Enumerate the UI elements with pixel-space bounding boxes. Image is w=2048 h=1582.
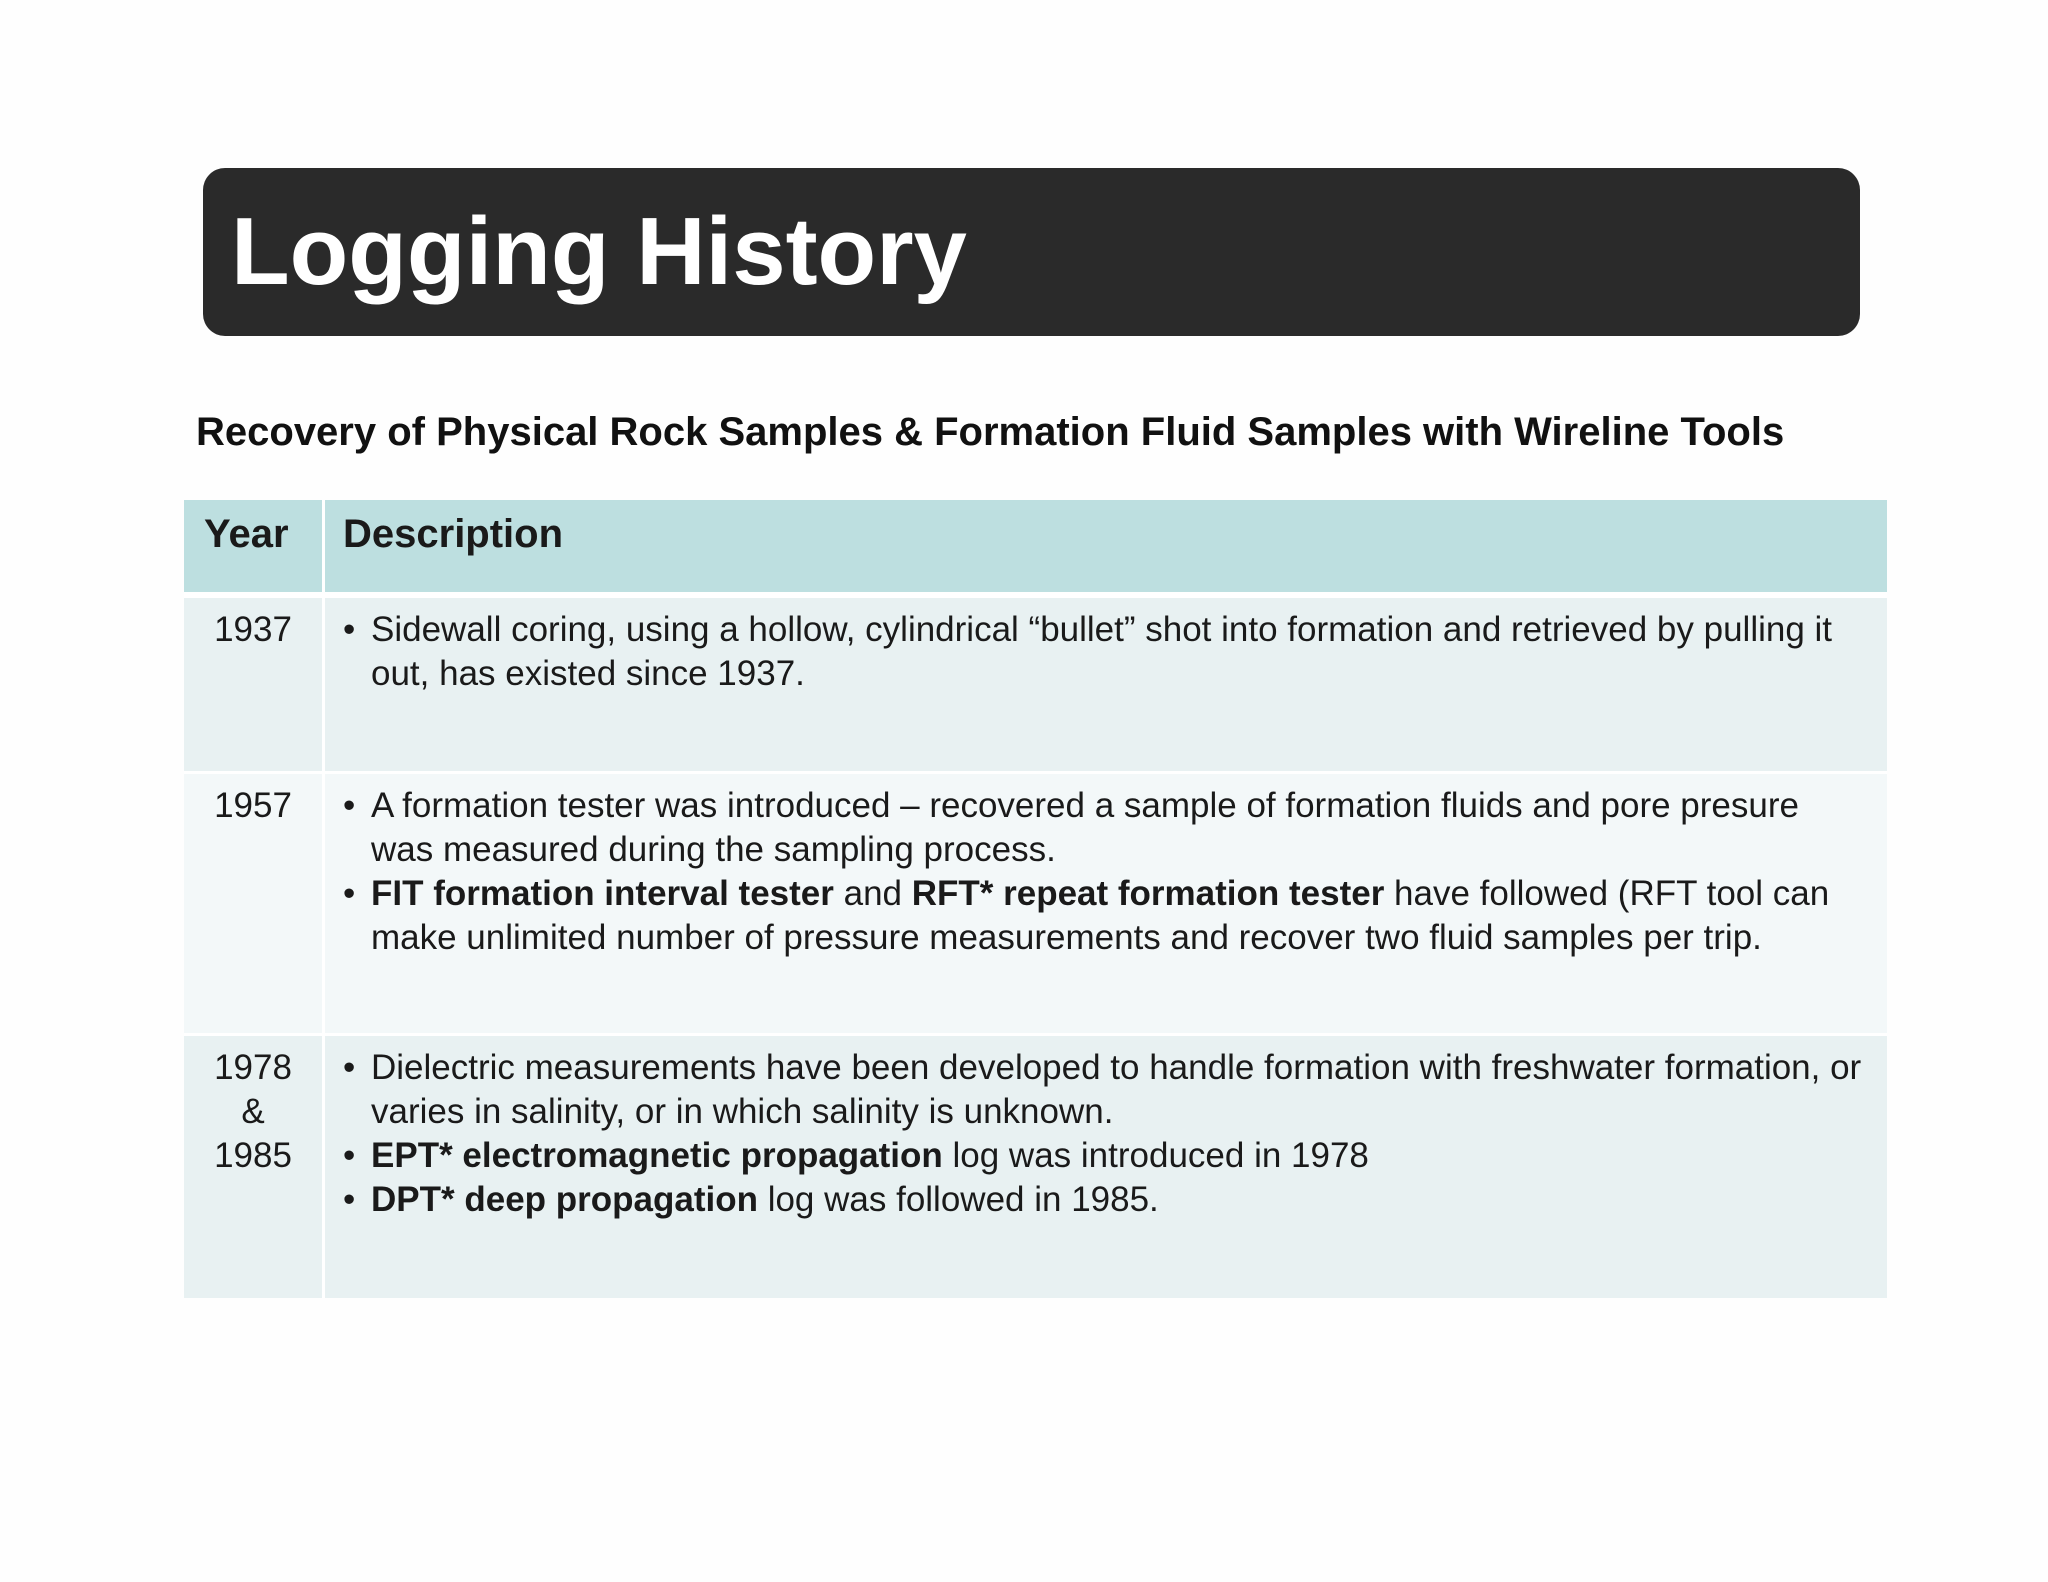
bullet-icon: • (343, 874, 356, 913)
year-text: 1937 (214, 610, 292, 649)
table-row (184, 1036, 1887, 1298)
bullet-icon: • (343, 1180, 356, 1219)
header-year: Year (184, 500, 325, 598)
item-text: Sidewall coring, using a hollow, cylindrical “bullet” shot into formation and retrieved by pulling it out, has existed since 1937. (371, 610, 1833, 693)
item-bold-term: DPT* deep propagation (371, 1180, 758, 1219)
year-text: 1978 (214, 1048, 292, 1087)
table-header-row (184, 500, 1887, 598)
item-text: A formation tester was introduced – recovered a sample of formation fluids and pore presure was measured during the sampling process. (371, 786, 1799, 869)
item-text: Dielectric measurements have been developed to handle formation with freshwater formation, or varies in salinity, or in which salinity is unknown. (371, 1048, 1862, 1131)
bullet-list (333, 784, 1869, 960)
year-text: 1957 (214, 786, 292, 825)
item-connector: and (833, 874, 912, 913)
year-text: 1985 (214, 1136, 292, 1175)
item-bold-term: EPT* electromagnetic propagation (371, 1136, 943, 1175)
list-item (333, 1178, 1869, 1222)
page-title: Logging History (231, 198, 967, 305)
history-table (184, 500, 1887, 1298)
description-cell (325, 598, 1887, 774)
bullet-icon: • (343, 1136, 356, 1175)
item-text: have followed (RFT tool can make unlimited number of pressure measurements and recover two fluid samples per trip. (371, 874, 1830, 957)
list-item (333, 1046, 1869, 1134)
bullet-icon: • (343, 610, 356, 649)
year-cell (184, 1036, 325, 1298)
table-row (184, 774, 1887, 1036)
item-bold-term: RFT* repeat formation tester (911, 874, 1385, 913)
list-item (333, 784, 1869, 872)
header-description: Description (325, 500, 1887, 598)
section-subtitle: Recovery of Physical Rock Samples & Formation Fluid Samples with Wireline Tools (196, 410, 1785, 454)
description-cell (325, 1036, 1887, 1298)
item-text: log was followed in 1985. (757, 1180, 1159, 1219)
description-cell (325, 774, 1887, 1036)
year-connector: & (241, 1092, 265, 1131)
list-item (333, 608, 1869, 696)
year-cell (184, 774, 325, 1036)
bullet-list (333, 608, 1869, 696)
item-bold-term: FIT formation interval tester (371, 874, 834, 913)
bullet-icon: • (343, 1048, 356, 1087)
list-item (333, 1134, 1869, 1178)
bullet-list (333, 1046, 1869, 1222)
title-bar (203, 168, 1860, 336)
item-text: log was introduced in 1978 (942, 1136, 1369, 1175)
year-cell (184, 598, 325, 774)
bullet-icon: • (343, 786, 356, 825)
table-row (184, 598, 1887, 774)
list-item (333, 872, 1869, 960)
